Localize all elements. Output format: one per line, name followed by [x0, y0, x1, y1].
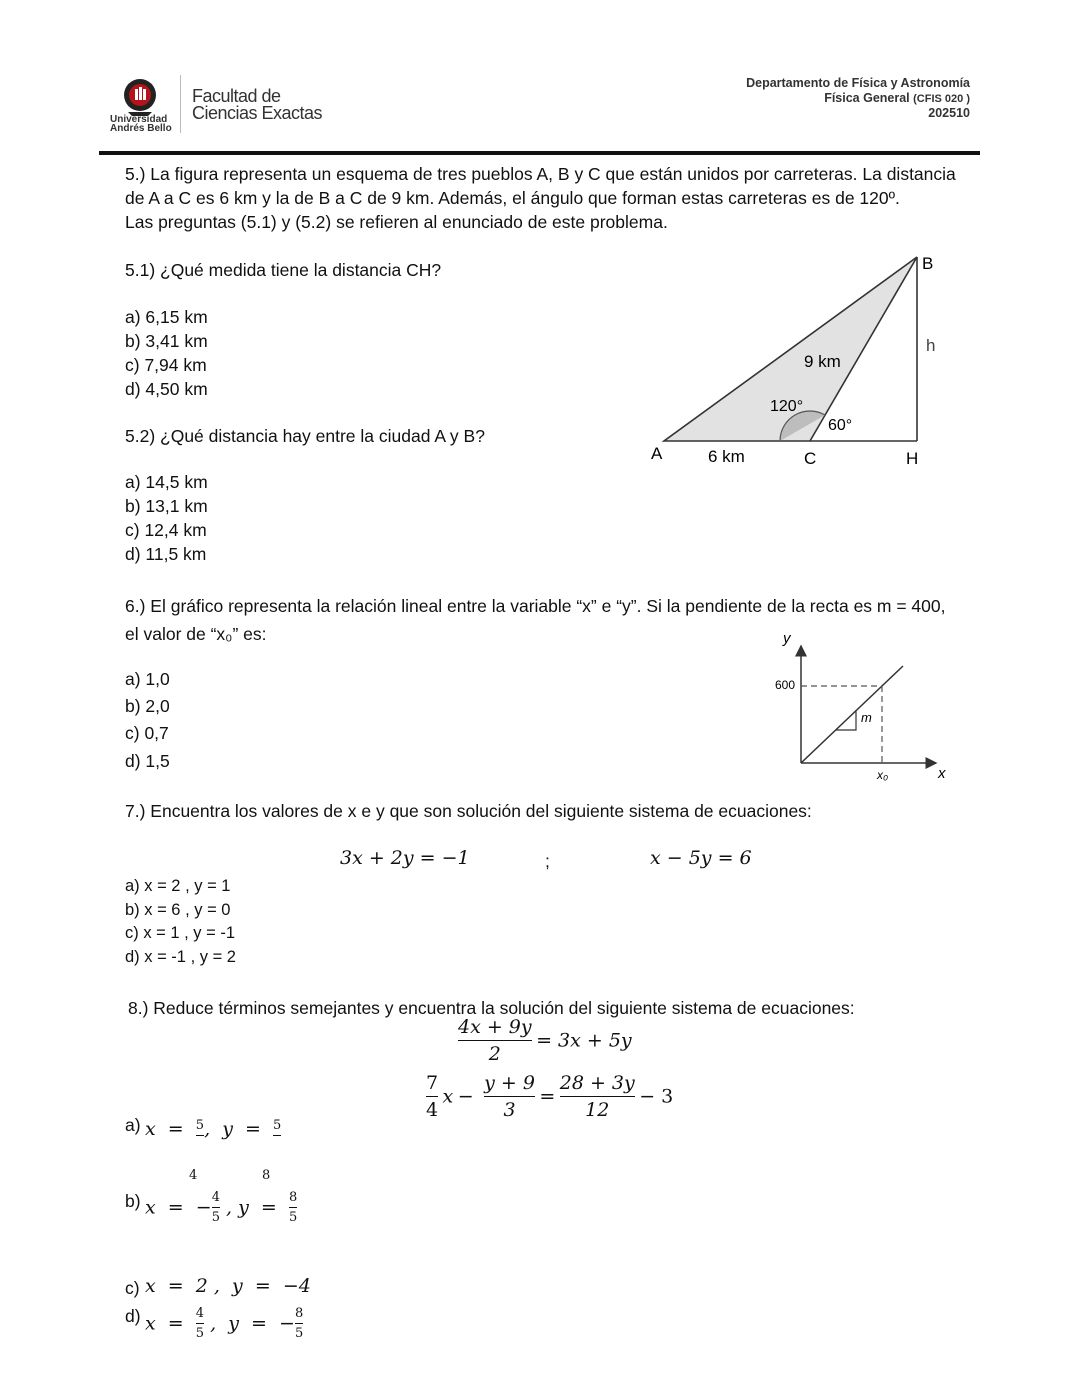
q6-option-d: d) 1,5 [125, 751, 170, 771]
q8-eq2-f3-numerator: 28 + 3y [559, 1072, 635, 1094]
q51-option-b: b) 3,41 km [125, 331, 208, 351]
q6-option-c: c) 0,7 [125, 723, 169, 743]
y-tick-600: 600 [775, 678, 796, 692]
q8-opt-b-x-numerator: 4 [211, 1190, 220, 1205]
label-bc-distance: 9 km [804, 352, 841, 371]
q51-question: 5.1) ¿Qué medida tiene la distancia CH? [125, 260, 442, 280]
q8-equation-2 [426, 1072, 673, 1121]
q8-eq1-fraction-bar [458, 1040, 532, 1041]
q8-eq2-f1-numerator: 7 [426, 1072, 439, 1094]
q8-opt-d-mid: , y = − [204, 1312, 295, 1335]
y-axis-label: y [783, 630, 791, 647]
q8-eq2-f2-numerator: y + 9 [484, 1072, 535, 1094]
q52-option-d: d) 11,5 km [125, 544, 207, 564]
q8-opt-a-x-numerator: 5 [195, 1118, 205, 1133]
label-angle-120: 120° [770, 398, 804, 415]
q7-separator: ; [545, 851, 550, 871]
q8-opt-a-mid: , y = [204, 1118, 274, 1140]
q8-opt-b-x-bar [212, 1207, 220, 1208]
course-code: (CFIS 020 ) [913, 93, 970, 105]
faculty-name-line2: Ciencias Exactas [192, 103, 323, 123]
q8-eq2-equals: = [539, 1085, 556, 1108]
slope-label-m: m [861, 710, 872, 725]
label-angle-60: 60° [828, 417, 853, 434]
linear-graph [768, 628, 958, 788]
q6-statement-line2: el valor de “x₀” es: [125, 624, 267, 644]
q8-eq2-fraction-3 [560, 1072, 635, 1121]
q7-equation-1: 3x + 2y = −1 [340, 847, 470, 869]
q8-eq2-f1-denominator: 4 [426, 1099, 439, 1121]
course-name: Física General [824, 91, 910, 105]
q52-option-b: b) 13,1 km [125, 496, 208, 516]
q8-opt-a-y-denominator: 8 [262, 1168, 271, 1183]
q8-opt-b-mid: , y = [220, 1196, 289, 1219]
q8-eq2-x: x [442, 1085, 454, 1108]
q7-option-c: c) x = 1 , y = -1 [125, 924, 236, 942]
x-axis-label: x [938, 765, 946, 782]
q5-statement-line3: Las preguntas (5.1) y (5.2) se refieren al enunciado de este problema. [125, 212, 668, 232]
q5-statement-line1: 5.) La figura representa un esquema de tres pueblos A, B y C que están unidos por carreteras. La distancia [125, 164, 956, 184]
q7-option-a: a) x = 2 , y = 1 [125, 877, 231, 895]
q8-opt-d-x-bar [196, 1323, 204, 1324]
q8-eq2-f3-bar [560, 1096, 635, 1097]
q51-option-d: d) 4,50 km [125, 379, 208, 399]
label-b: B [922, 254, 934, 273]
line-y-equals-mx [801, 666, 903, 763]
q8-opt-b-y-frac [289, 1190, 297, 1225]
q8-opt-d-y-denominator: 5 [294, 1326, 304, 1341]
faculty-name-line1: Facultad de [192, 86, 281, 106]
q5-statement-line2: de A a C es 6 km y la de B a C de 9 km. Además, el ángulo que forman estas carreteras es de 120º. [125, 188, 900, 208]
q8-option-c: x = 2 , y = −4 [145, 1275, 311, 1297]
label-a: A [651, 444, 663, 463]
q8-eq1-denominator: 2 [488, 1043, 501, 1065]
q8-statement: 8.) Reduce términos semejantes y encuentra la solución del siguiente sistema de ecuaciones: [128, 998, 855, 1018]
q8-equation-1 [458, 1016, 632, 1065]
q8-opt-d-x-numerator: 4 [195, 1306, 205, 1321]
q8-opt-d-y-frac [295, 1306, 303, 1341]
q51-option-a: a) 6,15 km [125, 307, 208, 327]
q52-option-a: a) 14,5 km [125, 472, 208, 492]
q8-option-b-label: b) [125, 1191, 141, 1211]
q8-opt-b-x-frac [212, 1190, 220, 1225]
triangle-figure [640, 245, 960, 475]
q6-option-b: b) 2,0 [125, 696, 170, 716]
q6-statement-line1: 6.) El gráfico representa la relación lineal entre la variable “x” e “y”. Si la pendiente de la recta es m = 400, [125, 596, 946, 616]
q8-eq2-f2-bar [484, 1096, 535, 1097]
x-tick-x0: x₀ [877, 768, 889, 782]
q8-opt-b-y-denominator: 5 [288, 1210, 298, 1225]
university-name-line2: Andrés Bello [110, 123, 172, 134]
q8-eq1-numerator: 4x + 9y [458, 1016, 532, 1038]
q52-option-c: c) 12,4 km [125, 520, 207, 540]
q8-option-d [145, 1306, 303, 1341]
q8-opt-d-y-bar [295, 1323, 303, 1324]
term: 202510 [928, 106, 970, 120]
q8-opt-a-x: x = [145, 1118, 196, 1140]
q8-opt-b-y-bar [289, 1207, 297, 1208]
q8-option-a-label: a) [125, 1115, 141, 1135]
q8-opt-d-x-frac [196, 1306, 204, 1341]
university-name-line1: Universidad [110, 114, 168, 125]
q7-equation-2: x − 5y = 6 [650, 847, 752, 869]
q6-option-a: a) 1,0 [125, 669, 170, 689]
q8-eq2-f2-denominator: 3 [503, 1099, 516, 1121]
q7-option-d: d) x = -1 , y = 2 [125, 948, 236, 966]
course-line [824, 91, 970, 105]
q8-opt-b-x-denominator: 5 [211, 1210, 220, 1225]
q8-option-c-label: c) [125, 1278, 140, 1298]
q8-eq1-fraction [458, 1016, 532, 1065]
q52-question: 5.2) ¿Qué distancia hay entre la ciudad A y B? [125, 426, 485, 446]
q8-opt-a-y-numerator: 5 [273, 1118, 282, 1133]
logo-separator [180, 75, 181, 133]
q8-eq2-f1-bar [426, 1096, 438, 1097]
q8-eq2-f3-denominator: 12 [585, 1099, 610, 1121]
q8-option-a [145, 1118, 281, 1140]
q8-opt-a-x-bar [196, 1135, 204, 1136]
label-ac-distance: 6 km [708, 447, 745, 466]
q7-statement: 7.) Encuentra los valores de x e y que son solución del siguiente sistema de ecuaciones: [125, 801, 812, 821]
department-name: Departamento de Física y Astronomía [746, 76, 970, 90]
label-c: C [804, 449, 817, 468]
q8-eq1-rhs: = 3x + 5y [536, 1029, 632, 1052]
q51-option-c: c) 7,94 km [125, 355, 207, 375]
q8-opt-a-y-bar [273, 1135, 281, 1136]
q8-opt-b-x: x = − [145, 1196, 212, 1219]
q8-opt-d-x: x = [145, 1312, 196, 1335]
q8-opt-a-x-denominator: 4 [189, 1168, 198, 1183]
q8-opt-b-y-numerator: 8 [288, 1190, 298, 1205]
q8-opt-a-x-frac [196, 1118, 204, 1138]
q8-option-d-label: d) [125, 1306, 141, 1326]
q8-eq2-fraction-2 [484, 1072, 535, 1121]
q7-option-b: b) x = 6 , y = 0 [125, 901, 231, 919]
label-h-height: h [926, 336, 936, 355]
q8-eq2-fraction-1 [426, 1072, 438, 1121]
q8-option-b [145, 1190, 297, 1225]
q8-opt-d-x-denominator: 5 [195, 1326, 205, 1341]
q8-eq2-tail: − 3 [639, 1085, 674, 1108]
q8-opt-a-y-frac [273, 1118, 281, 1138]
header-rule [99, 151, 980, 155]
q8-eq2-minus: − [457, 1085, 474, 1108]
q8-opt-d-y-numerator: 8 [294, 1306, 304, 1321]
label-h-point: H [906, 449, 919, 468]
